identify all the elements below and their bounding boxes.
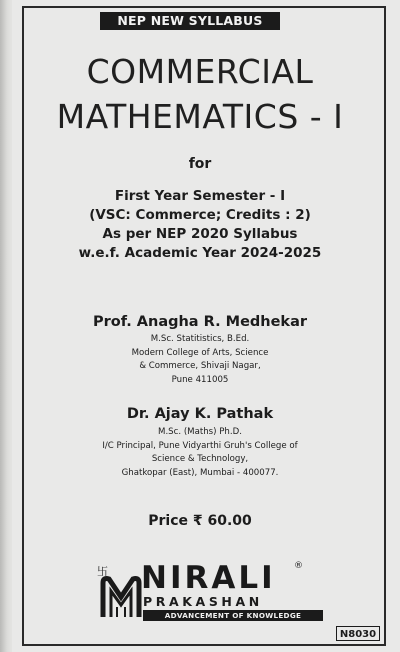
author-1-detail-line: Pune 411005 [171, 374, 229, 385]
author-2-detail-line: Ghatkopar (East), Mumbai - 400077. [121, 467, 279, 478]
for-label: for [188, 156, 212, 172]
book-title-line-2: MATHEMATICS - I [56, 97, 344, 136]
author-2-detail-line: Science & Technology, [151, 454, 249, 464]
author-1-detail-line: M.Sc. Statitistics, B.Ed. [150, 334, 250, 344]
publisher-tagline: ADVANCEMENT OF KNOWLEDGE [143, 610, 323, 621]
publisher-subname: PRAKASHAN [143, 594, 263, 609]
book-code-badge: N8030 [336, 626, 380, 641]
author-1-details [0, 333, 400, 387]
book-title-line-1: COMMERCIAL [86, 52, 314, 91]
author-2-detail-line: I/C Principal, Pune Vidyarthi Gruh's College of [102, 440, 298, 451]
registered-mark: ® [294, 561, 303, 571]
publisher-logo [97, 561, 327, 623]
author-1-detail-line: Modern College of Arts, Science [131, 347, 269, 358]
author-2-detail-line: M.Sc. (Maths) Ph.D. [158, 427, 242, 437]
author-2-name: Dr. Ajay K. Pathak [126, 406, 274, 422]
publisher-name: NIRALI [141, 560, 276, 596]
swastika-symbol: 卐 [97, 565, 108, 578]
author-1-detail-line: & Commerce, Shivaji Nagar, [139, 361, 261, 371]
subtitle-syllabus: As per NEP 2020 Syllabus [102, 226, 298, 242]
subtitle-credits: (VSC: Commerce; Credits : 2) [89, 207, 311, 223]
nirali-m-logo-icon [99, 573, 143, 619]
price-label: Price ₹ 60.00 [148, 513, 252, 529]
author-1-name: Prof. Anagha R. Medhekar [92, 314, 308, 330]
subtitle-academic-year: w.e.f. Academic Year 2024-2025 [78, 245, 322, 261]
subtitle-semester: First Year Semester - I [114, 188, 286, 204]
syllabus-banner: NEP NEW SYLLABUS [100, 12, 280, 30]
author-2-details [0, 426, 400, 480]
